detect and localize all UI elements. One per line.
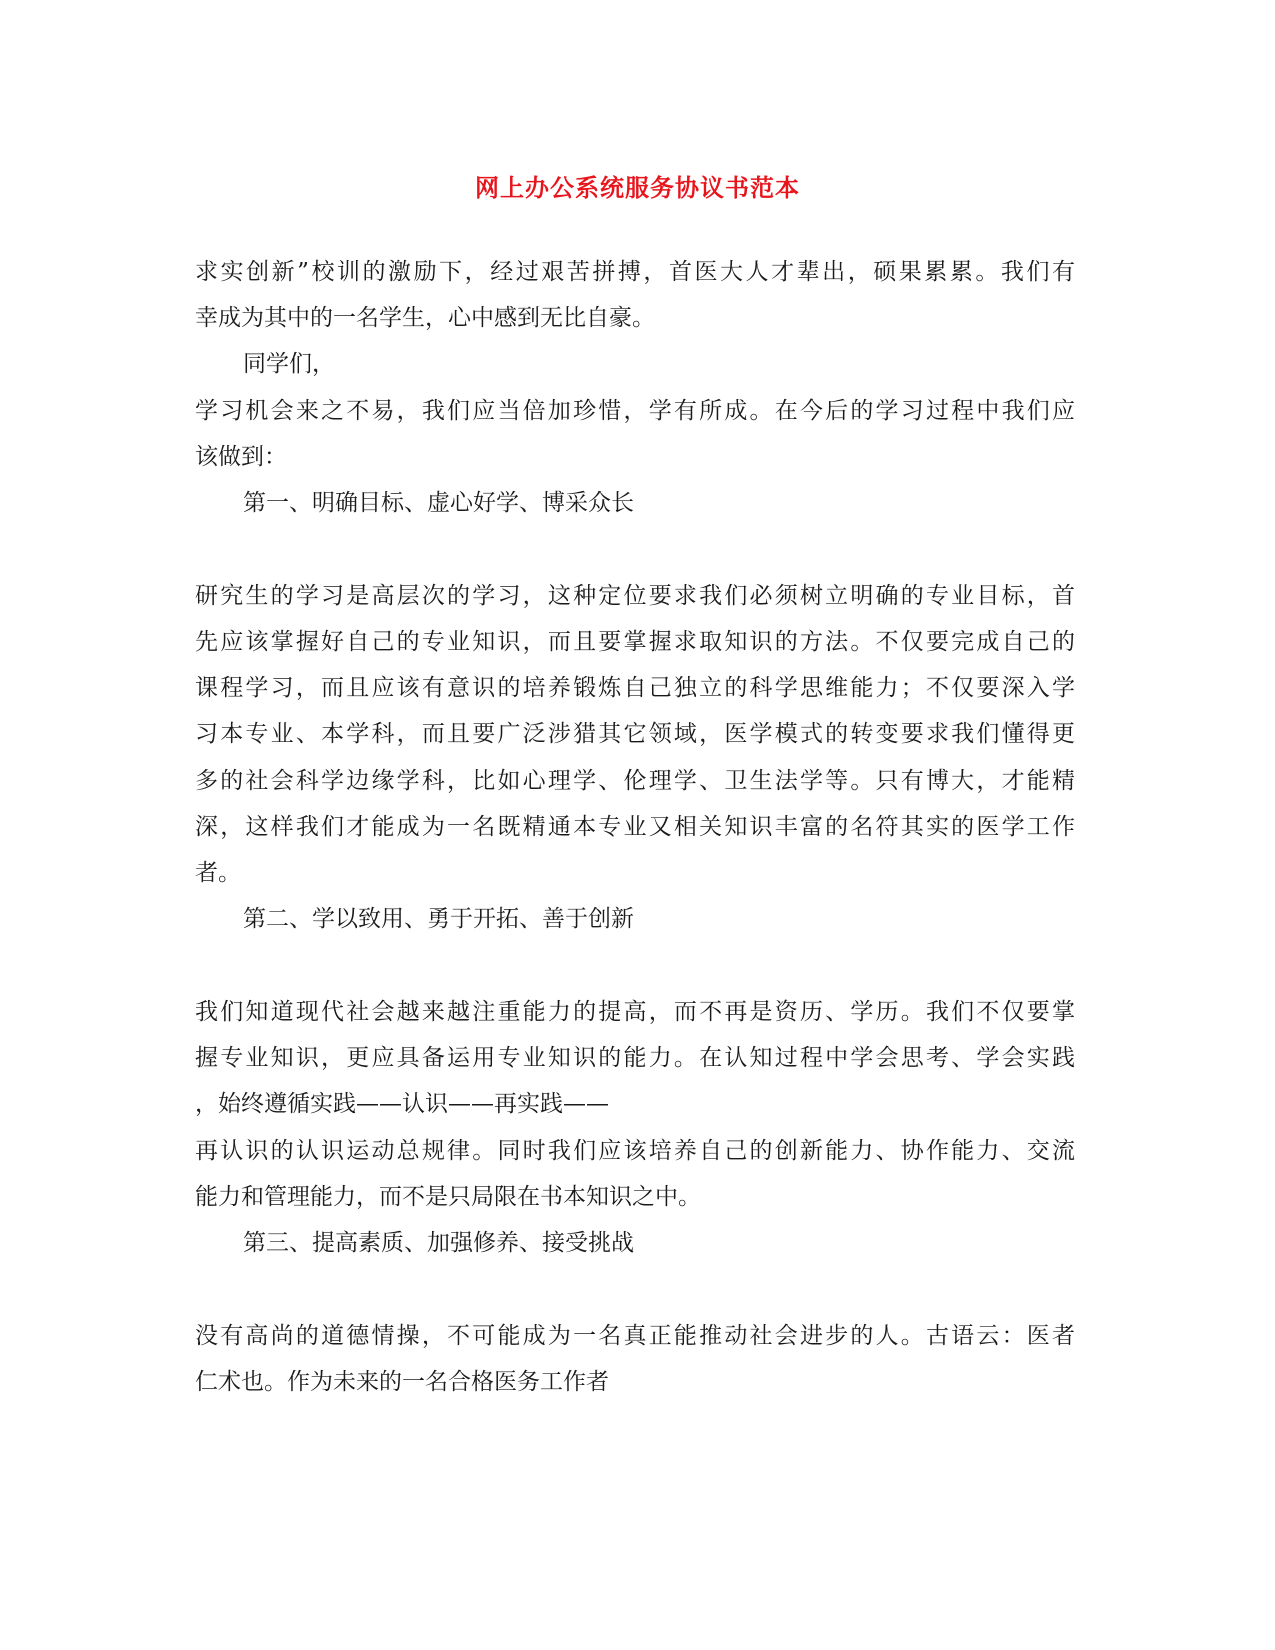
paragraph-line: 学习机会来之不易，我们应当倍加珍惜，学有所成。在今后的学习过程中我们应 — [195, 398, 1075, 424]
paragraph-line: 多的社会科学边缘学科，比如心理学、伦理学、卫生法学等。只有博大，才能精 — [195, 768, 1075, 794]
paragraph-line: 习本专业、本学科，而且要广泛涉猎其它领域，医学模式的转变要求我们懂得更 — [195, 721, 1075, 747]
paragraph-line: 握专业知识，更应具备运用专业知识的能力。在认知过程中学会思考、学会实践 — [195, 1045, 1075, 1071]
paragraph-line: 没有高尚的道德情操，不可能成为一名真正能推动社会进步的人。古语云：医者 — [195, 1323, 1075, 1349]
paragraph-line: 该做到： — [195, 444, 287, 470]
section-heading: 第一、明确目标、虚心好学、博采众长 — [243, 490, 634, 516]
paragraph-line: 能力和管理能力，而不是只局限在书本知识之中。 — [195, 1184, 701, 1210]
paragraph-line: 幸成为其中的一名学生，心中感到无比自豪。 — [195, 305, 655, 331]
paragraph-line: 研究生的学习是高层次的学习，这种定位要求我们必须树立明确的专业目标，首 — [195, 583, 1075, 609]
paragraph-line: 再认识的认识运动总规律。同时我们应该培养自己的创新能力、协作能力、交流 — [195, 1138, 1075, 1164]
paragraph-line: 先应该掌握好自己的专业知识，而且要掌握求取知识的方法。不仅要完成自己的 — [195, 629, 1075, 655]
paragraph-line: 仁术也。作为未来的一名合格医务工作者 — [195, 1369, 609, 1395]
paragraph-line: 求实创新”校训的激励下，经过艰苦拼搏，首医大人才辈出，硕果累累。我们有 — [195, 259, 1075, 285]
paragraph-line: 课程学习，而且应该有意识的培养锻炼自己独立的科学思维能力；不仅要深入学 — [195, 675, 1075, 701]
paragraph-line: 者。 — [195, 860, 241, 886]
salutation-line: 同学们， — [243, 351, 335, 377]
paragraph-line: ，始终遵循实践——认识——再实践—— — [195, 1091, 609, 1117]
section-heading: 第三、提高素质、加强修养、接受挑战 — [243, 1230, 634, 1256]
paragraph-line: 我们知道现代社会越来越注重能力的提高，而不再是资历、学历。我们不仅要掌 — [195, 999, 1075, 1025]
section-heading: 第二、学以致用、勇于开拓、善于创新 — [243, 906, 634, 932]
paragraph-line: 深，这样我们才能成为一名既精通本专业又相关知识丰富的名符其实的医学工作 — [195, 814, 1075, 840]
document-title: 网上办公系统服务协议书范本 — [475, 173, 800, 202]
